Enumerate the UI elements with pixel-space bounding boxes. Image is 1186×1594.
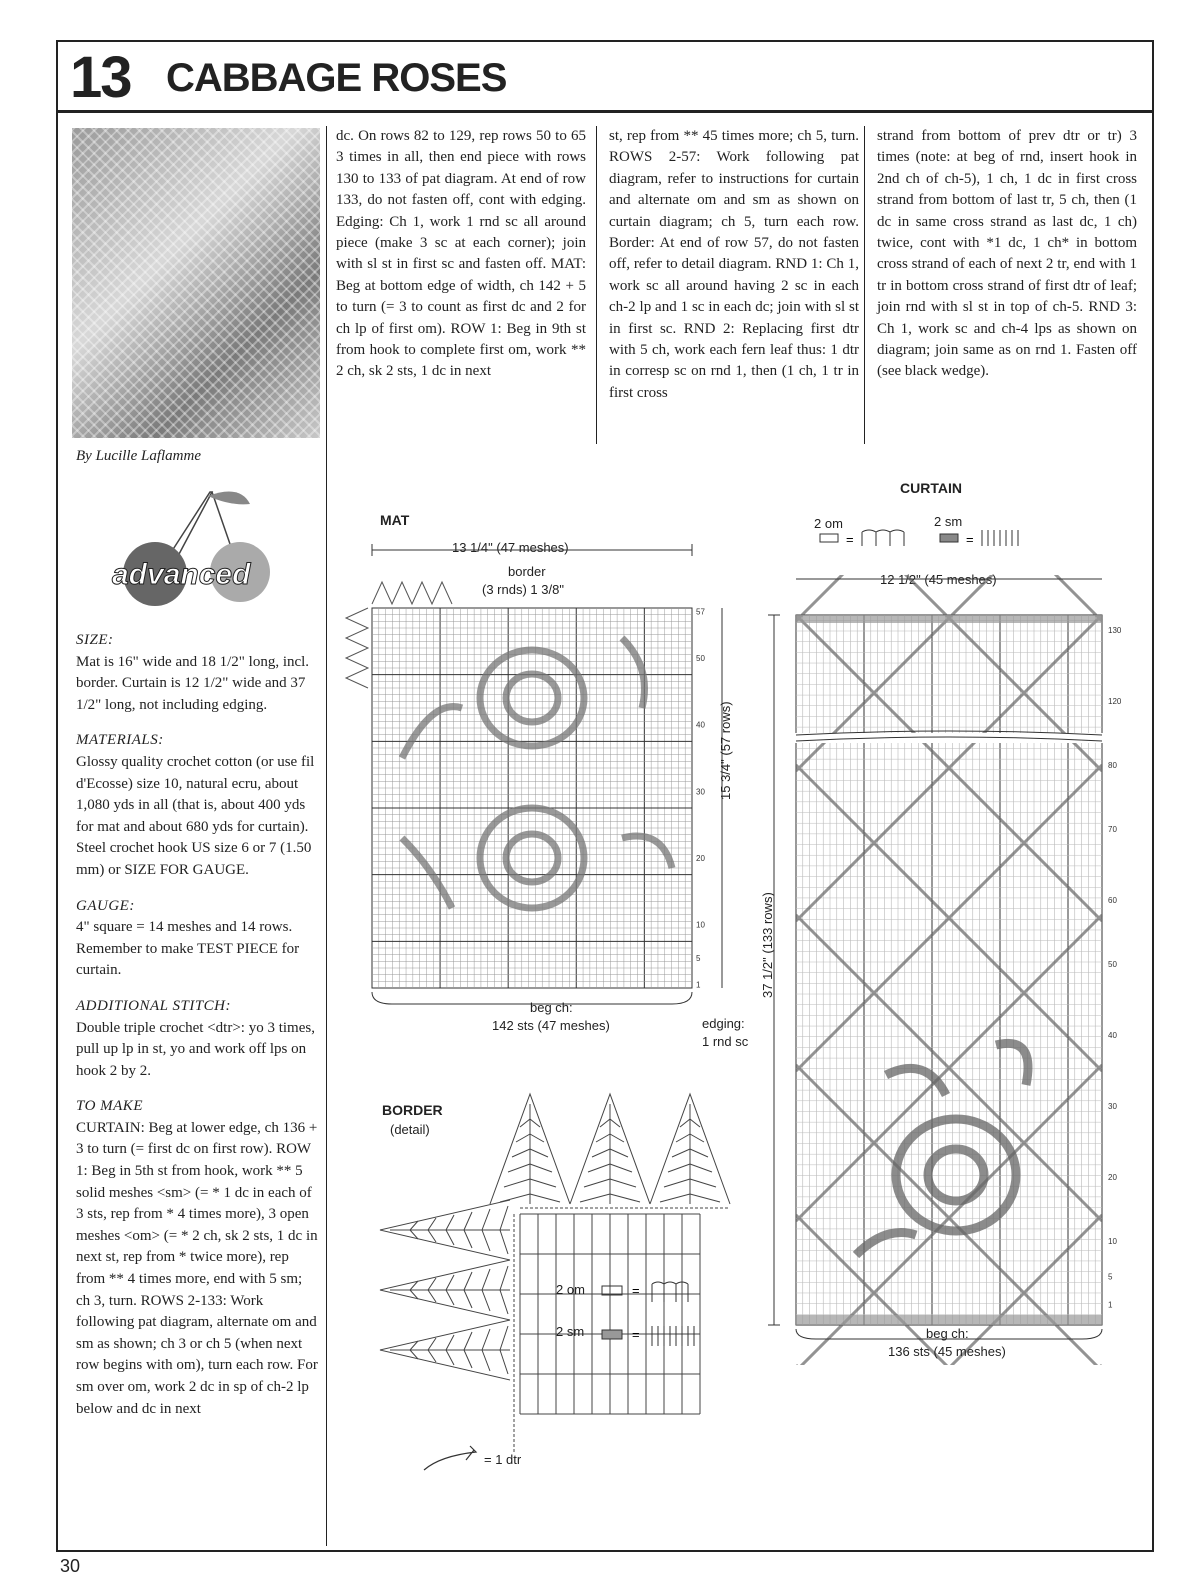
curtain-row-tick: 10 [1108, 1236, 1117, 1246]
curtain-beg-sub: 136 sts (45 meshes) [888, 1344, 1006, 1359]
mat-row-tick: 30 [696, 787, 705, 797]
pattern-number: 13 [70, 45, 131, 110]
curtain-height-label: 37 1/2" (133 rows) [760, 892, 775, 998]
curtain-row-tick: 130 [1108, 626, 1122, 636]
text-column-2: st, rep from ** 45 times more; ch 5, turn. ROWS 2-57: Work following pat diagram, refer to instructions for curtain and alternate om and sm as shown on curtain diagram; ch 5, turn each row. Border: At end of row 57, do not fasten off, refer to detail diagram. RND 1: Ch 1, work sc all around having 2 sc in each ch-2 lp and 1 sc in each dc; join with sl st in first sc. RND 2: Replacing first dtr with 5 ch, work each fern leaf thus: 1 dtr in corresp sc on rnd 1, then (1 ch, 1 tr in first cross [609, 128, 859, 401]
mat-row-tick: 10 [696, 920, 705, 930]
curtain-row-tick: 70 [1108, 825, 1117, 834]
curtain-row-tick: 20 [1108, 1172, 1117, 1182]
curtain-om-label: 2 om [814, 516, 843, 531]
curtain-row-tick: 5 [1108, 1272, 1113, 1282]
dtr-legend-label: = 1 dtr [484, 1452, 522, 1467]
section-heading: MATERIALS: [76, 732, 164, 749]
border-om-label: 2 om [556, 1282, 585, 1297]
left-section [76, 996, 320, 1082]
column-divider [864, 126, 865, 444]
column-divider [596, 126, 597, 444]
mat-width-label: 13 1/4" (47 meshes) [452, 540, 569, 555]
mat-edging-sub: 1 rnd sc [702, 1034, 749, 1049]
mat-row-tick: 50 [696, 654, 705, 663]
curtain-row-tick: 60 [1108, 896, 1117, 905]
mat-edging-label: edging: [702, 1016, 745, 1031]
mat-border-sub: (3 rnds) 1 3/8" [482, 582, 564, 597]
text-column-1: dc. On rows 82 to 129, rep rows 50 to 65 3 times in all, then end piece with rows 130 to 133 of pat diagram. At end of row 133, do not fasten off, cont with edging. Edging: Ch 1, work 1 rnd sc all around piece (make 3 sc at each corner); join with sl st in first sc and fasten off. MAT: Beg at bottom edge of width, ch 142 + 5 to turn (= 3 to count as first dc and 2 for ch lp of first om). ROW 1: Beg in 9th st from hook to complete first om, work ** 2 ch, sk 2 sts, 1 dc in next [336, 128, 586, 380]
curtain-row-tick: 80 [1108, 761, 1117, 771]
mat-row-tick: 40 [696, 720, 705, 730]
logo-text: advanced [112, 558, 251, 591]
byline: By Lucille Laflamme [76, 448, 201, 464]
curtain-row-tick: 40 [1108, 1030, 1117, 1040]
left-section [76, 1096, 320, 1420]
section-heading: ADDITIONAL STITCH: [76, 997, 231, 1014]
mat-diagram [340, 540, 760, 1010]
mat-beg-sub: 142 sts (47 meshes) [492, 1018, 610, 1033]
mat-row-tick: 5 [696, 954, 701, 963]
mat-row-tick: 57 [696, 607, 705, 617]
border-sub: (detail) [390, 1122, 430, 1137]
left-section [76, 630, 320, 716]
border-title: BORDER [382, 1102, 443, 1118]
mat-row-tick: 1 [696, 980, 701, 990]
difficulty-logo [100, 484, 290, 614]
border-sm-label: 2 sm [556, 1324, 585, 1339]
section-heading: TO MAKE [76, 1098, 143, 1115]
mat-height-label: 15 3/4" (57 rows) [718, 701, 733, 800]
text-column-3: strand from bottom of prev dtr or tr) 3 times (note: at beg of rnd, insert hook in 2nd ch of ch-5), 1 ch, 1 dc in first cross strand from bottom of last tr, 5 ch, then (1 dc in same cross strand as last dc, 1 ch) twice, cont with *1 dc, 1 ch* in bottom cross strand of each of next 2 tr, end with 1 tr in bottom cross strand of first dtr of leaf; join rnd with sl st in top of ch-5. RND 3: Ch 1, work sc and ch-4 lps as shown on diagram; join same as on rnd 1. Fasten off (see black wedge). [877, 128, 1137, 380]
left-section [76, 896, 320, 982]
section-body: Glossy quality crochet cotton (or use fil d'Ecosse) size 10, natural ecru, about 1,080 yds in all (that is, about 400 yds for mat and about 680 yds for curtain). Steel crochet hook US size 6 or 7 (1.50 mm) or SIZE FOR GAUGE. [76, 753, 315, 878]
section-body: CURTAIN: Beg at lower edge, ch 136 + 3 to turn (= first dc on first row). ROW 1: Beg in 5th st from hook, work ** 5 solid meshes <sm> (= * 1 dc in each of 3 sts, rep from * 4 times more), 3 open meshes <om> (= * 2 ch, sk 2 sts, 1 dc in next st, rep from * twice more), rep from ** 4 times more, end with 5 sm; ch 3, turn. ROWS 2-133: Work following pat diagram, alternate om and sm as shown; ch 3 or ch 5 (when next row begins with om), turn each row. For sm over om, work 2 dc in sp of ch-2 lp below and dc in next [76, 1119, 318, 1417]
column-divider [326, 126, 327, 1546]
curtain-title: CURTAIN [900, 480, 962, 496]
curtain-beg-label: beg ch: [926, 1326, 969, 1341]
page-title: CABBAGE ROSES [166, 56, 507, 100]
title-bar [56, 40, 1154, 113]
mat-beg-label: beg ch: [530, 1000, 573, 1015]
section-heading: SIZE: [76, 632, 114, 648]
svg-text:=: = [966, 532, 974, 547]
curtain-width-label: 12 1/2" (45 meshes) [880, 572, 997, 587]
mat-title: MAT [380, 512, 410, 528]
mat-border-label: border [508, 564, 546, 579]
curtain-row-tick: 1 [1108, 1300, 1113, 1310]
curtain-diagram [760, 575, 1140, 1365]
page-number: 30 [60, 1556, 81, 1576]
curtain-row-tick: 50 [1108, 959, 1117, 969]
border-diagram [370, 1080, 740, 1480]
project-photo [72, 128, 320, 438]
svg-text:=: = [846, 532, 854, 547]
left-section [76, 730, 320, 881]
section-body: 4" square = 14 meshes and 14 rows. Remember to make TEST PIECE for curtain. [76, 919, 300, 979]
section-body: Mat is 16" wide and 18 1/2" long, incl. border. Curtain is 12 1/2" wide and 37 1/2" long, not including edging. [76, 653, 310, 713]
mat-row-tick: 20 [696, 854, 705, 863]
section-body: Double triple crochet <dtr>: yo 3 times, pull up lp in st, yo and work off lps on hook 2 by 2. [76, 1019, 315, 1079]
curtain-row-tick: 30 [1108, 1101, 1117, 1111]
left-column [76, 630, 320, 1434]
section-heading: GAUGE: [76, 897, 135, 914]
curtain-legend [814, 524, 1044, 554]
svg-text:=: = [632, 1283, 640, 1298]
curtain-row-tick: 120 [1108, 697, 1122, 707]
curtain-sm-label: 2 sm [934, 514, 963, 529]
svg-text:=: = [632, 1327, 640, 1342]
